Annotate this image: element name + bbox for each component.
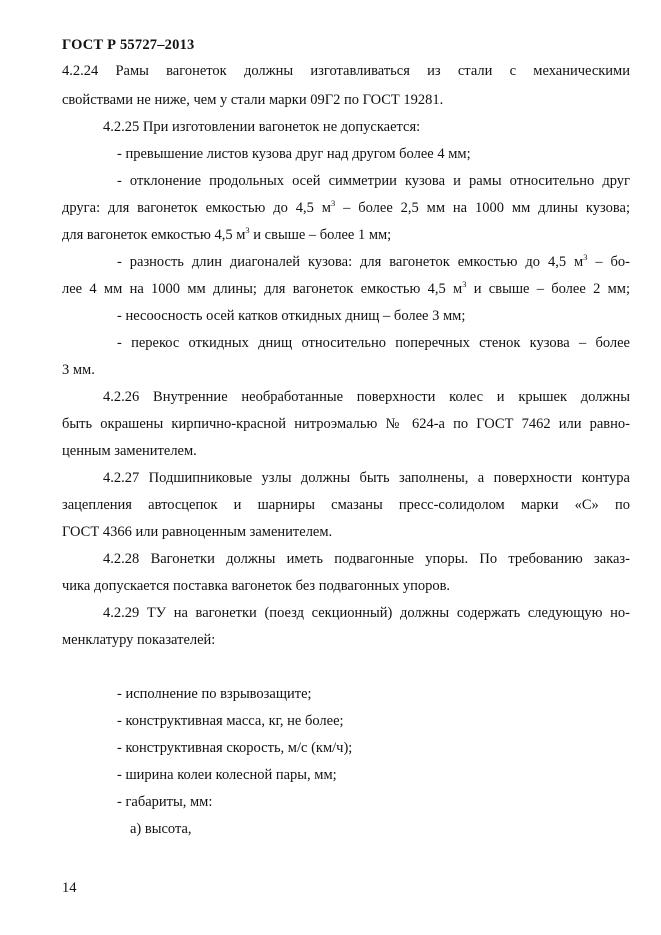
list-item-4229-3: - конструктивная скорость, м/с (км/ч);	[117, 740, 353, 756]
paragraph-4226-line3: ценным заменителем.	[62, 443, 197, 459]
paragraph-4229-line1: 4.2.29 ТУ на вагонетки (поезд секционный) должны содержать следующую но-	[103, 605, 630, 621]
list-item-4225-3-line2: лее 4 мм на 1000 мм длины; для вагонеток емкостью 4,5 $м^3$ и свыше – более 2 мм;	[62, 279, 630, 297]
paragraph-4224-line2: свойствами не ниже, чем у стали марки 09Г2 по ГОСТ 19281.	[62, 92, 444, 108]
paragraph-4227-line3: ГОСТ 4366 или равноценным заменителем.	[62, 524, 333, 540]
standard-header: ГОСТ Р 55727–2013	[62, 37, 195, 53]
paragraph-4227-line1: 4.2.27 Подшипниковые узлы должны быть заполнены, а поверхности контура	[103, 470, 630, 486]
paragraph-4226-line1: 4.2.26 Внутренние необработанные поверхности колес и крышек должны	[103, 389, 630, 405]
list-item-4225-4: - несоосность осей катков откидных днищ – более 3 мм;	[117, 308, 466, 324]
paragraph-4226-line2: быть окрашены кирпично-красной нитроэмалью № 624-а по ГОСТ 7462 или равно-	[62, 416, 630, 432]
list-subitem-4229-a: а) высота,	[130, 821, 192, 837]
page-number: 14	[62, 880, 77, 896]
list-item-4225-5-line2: 3 мм.	[62, 362, 95, 378]
list-item-4225-1: - превышение листов кузова друг над другом более 4 мм;	[117, 146, 471, 162]
list-item-4225-2-line2: друга: для вагонеток емкостью до 4,5 $м^3$ – более 2,5 мм на 1000 мм длины кузова;	[62, 198, 630, 216]
paragraph-4228-line1: 4.2.28 Вагонетки должны иметь подвагонные упоры. По требованию заказ-	[103, 551, 630, 567]
list-item-4229-2: - конструктивная масса, кг, не более;	[117, 713, 344, 729]
paragraph-4225-intro: 4.2.25 При изготовлении вагонеток не допускается:	[103, 119, 421, 135]
list-item-4225-2-line1: - отклонение продольных осей симметрии кузова и рамы относительно друг	[117, 173, 630, 189]
paragraph-4224-line1: 4.2.24 Рамы вагонеток должны изготавливаться из стали с механическими	[62, 63, 630, 79]
paragraph-4227-line2: зацепления автосцепок и шарниры смазаны пресс-солидолом марки «С» по	[62, 497, 630, 513]
list-item-4229-5: - габариты, мм:	[117, 794, 213, 810]
list-item-4225-2-line3: для вагонеток емкостью 4,5 $м^3$ и свыше – более 1 мм;	[62, 225, 392, 243]
paragraph-4228-line2: чика допускается поставка вагонеток без подвагонных упоров.	[62, 578, 451, 594]
paragraph-4229-line2: менклатуру показателей:	[62, 632, 216, 648]
list-item-4229-1: - исполнение по взрывозащите;	[117, 686, 312, 702]
list-item-4225-3-line1: - разность длин диагоналей кузова: для вагонеток емкостью до 4,5 $м^3 - бо-$	[117, 252, 630, 270]
list-item-4229-4: - ширина колеи колесной пары, мм;	[117, 767, 337, 783]
list-item-4225-5-line1: - перекос откидных днищ относительно поперечных стенок кузова – более	[117, 335, 630, 351]
